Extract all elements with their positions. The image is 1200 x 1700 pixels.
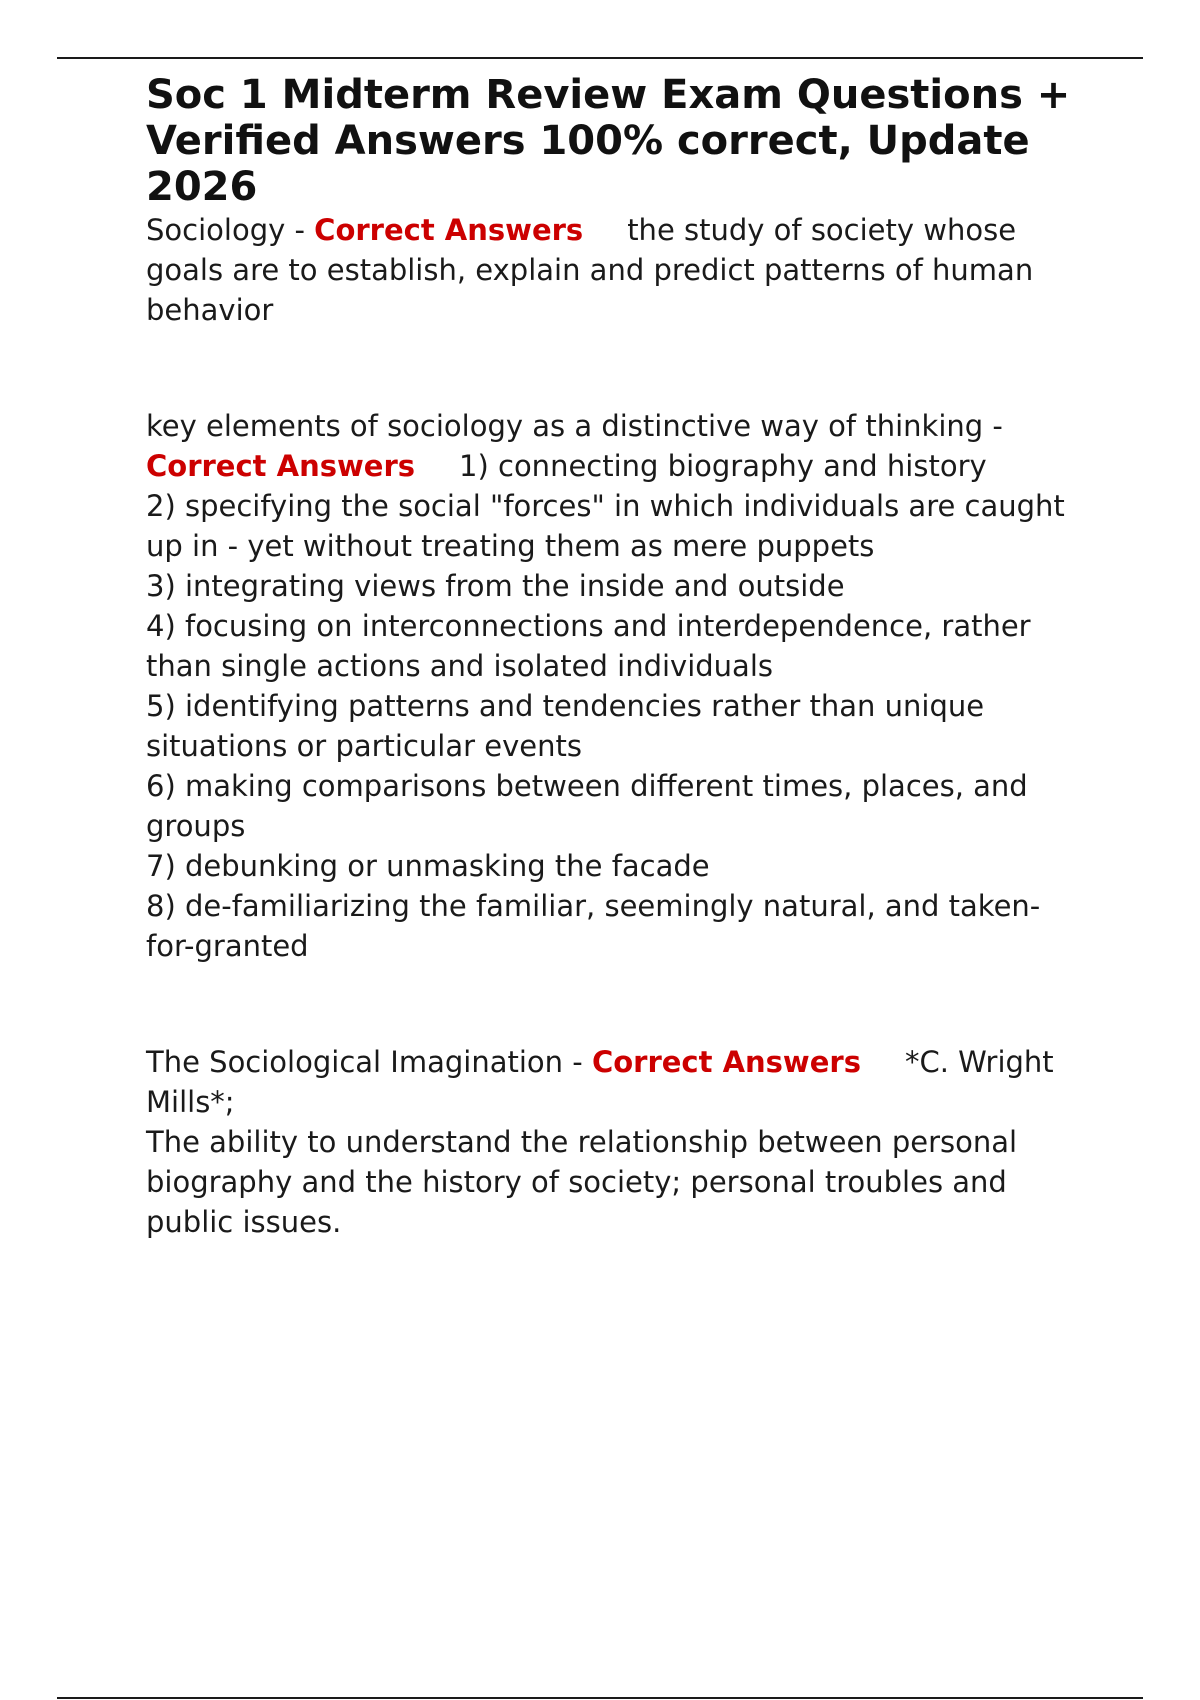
qa-entry-key-elements bbox=[146, 406, 1086, 486]
correct-answers-marker: Correct Answers bbox=[314, 213, 584, 247]
document-title: Soc 1 Midterm Review Exam Questions + Verified Answers 100% correct, Update 2026 bbox=[146, 72, 1071, 210]
correct-answers-marker: Correct Answers bbox=[591, 1045, 861, 1079]
qa-entry-sociology bbox=[146, 210, 1086, 330]
answer-list-item: 2) specifying the social "forces" in which individuals are caught up in - yet without treating them as mere puppets bbox=[146, 489, 1065, 563]
bottom-rule bbox=[57, 1697, 1143, 1699]
answer-list-item: 8) de-familiarizing the familiar, seemingly natural, and taken-for-granted bbox=[146, 889, 1041, 963]
answer-text: 1) connecting biography and history bbox=[459, 449, 987, 483]
document-body bbox=[146, 72, 1086, 1242]
qa-entry-sociological-imagination bbox=[146, 1042, 1086, 1122]
top-rule bbox=[57, 57, 1143, 59]
answer-list-item: 5) identifying patterns and tendencies rather than unique situations or particular events bbox=[146, 689, 985, 763]
answer-list-item: 6) making comparisons between different times, places, and groups bbox=[146, 769, 1028, 843]
answer-text: the study of society whose goals are to establish, explain and predict patterns of human behavior bbox=[146, 213, 1034, 327]
question-text: The Sociological Imagination - bbox=[146, 1045, 592, 1079]
question-text: key elements of sociology as a distinctive way of thinking - bbox=[146, 409, 1003, 443]
answer-text: *C. Wright Mills*; bbox=[146, 1045, 1054, 1119]
question-text: Sociology - bbox=[146, 213, 315, 247]
answer-list-item: 4) focusing on interconnections and interdependence, rather than single actions and isolated individuals bbox=[146, 609, 1031, 683]
answer-list-item: 3) integrating views from the inside and outside bbox=[146, 569, 845, 603]
answer-list-item: 7) debunking or unmasking the facade bbox=[146, 849, 710, 883]
answer-paragraph: The ability to understand the relationship between personal biography and the history of society; personal troubles and public issues. bbox=[146, 1125, 1018, 1239]
correct-answers-marker: Correct Answers bbox=[146, 449, 416, 483]
